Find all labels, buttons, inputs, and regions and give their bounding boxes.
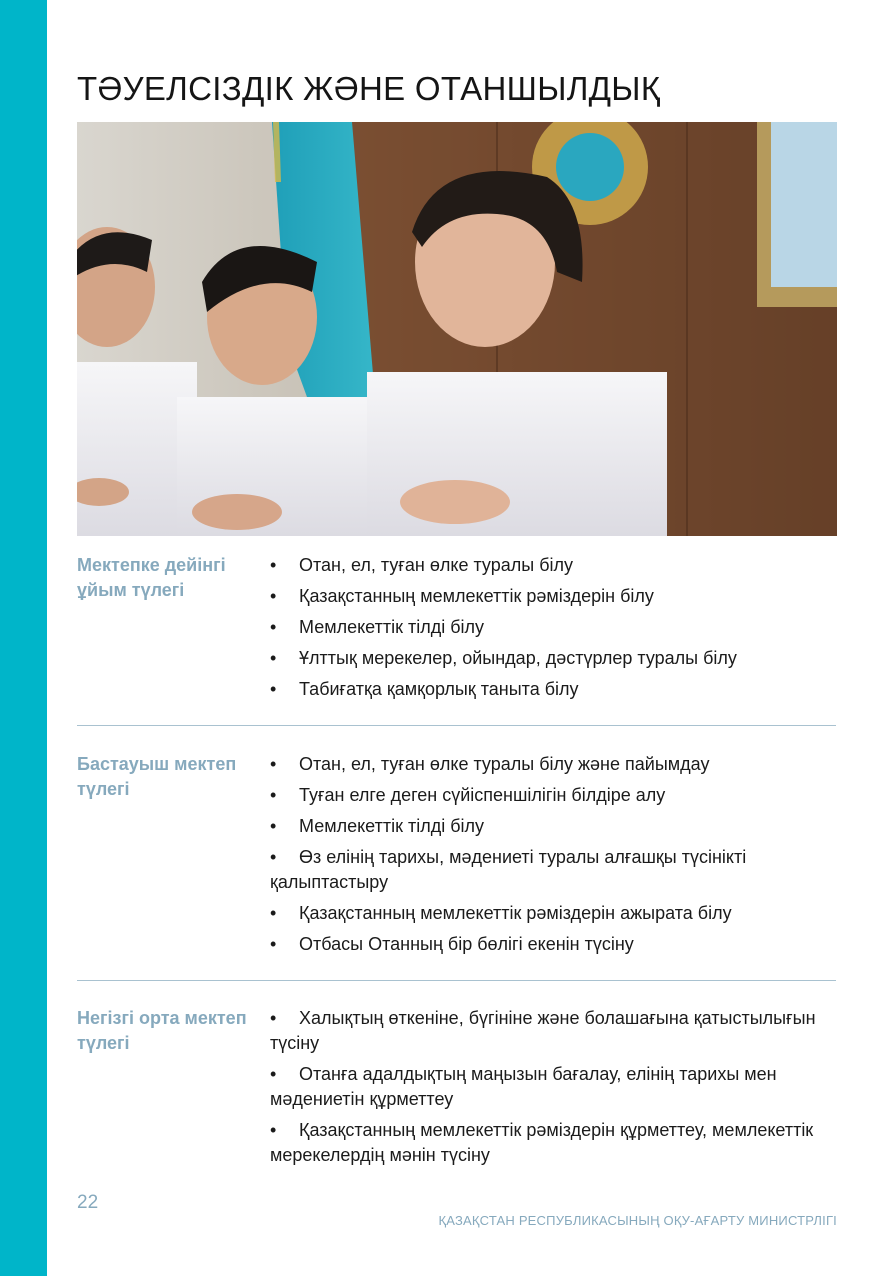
students-anthem-photo (77, 122, 837, 536)
section-divider (77, 980, 836, 981)
list-item: • Қазақстанның мемлекеттік рәміздерін ажырата білу (270, 903, 732, 923)
list-item: • Қазақстанның мемлекеттік рәміздерін құрметтеу, мемлекеттік мерекелердің мәнін түсіну (270, 1120, 814, 1165)
footer-ministry: ҚАЗАҚСТАН РЕСПУБЛИКАСЫНЫҢ ОҚУ-АҒАРТУ МИНИСТРЛІГІ (438, 1213, 837, 1228)
bullet-list-basic-secondary (270, 1006, 837, 1174)
section-label-basic-secondary: Негізгі орта мектеп түлегі (77, 1008, 247, 1053)
section-label-preschool: Мектепке дейінгі ұйым түлегі (77, 555, 226, 600)
bullet-list-primary (270, 752, 837, 963)
list-item: • Өз елінің тарихы, мәдениеті туралы алғашқы түсінікті қалыптастыру (270, 847, 747, 892)
list-item: • Туған елге деген сүйіспеншілігін білдіре алу (270, 785, 666, 805)
page-number: 22 (77, 1192, 99, 1213)
section-label-primary: Бастауыш мектеп түлегі (77, 754, 237, 799)
list-item: • Отанға адалдықтың маңызын бағалау, елінің тарихы мен мәдениетін құрметтеу (270, 1064, 777, 1109)
list-item: • Мемлекеттік тілді білу (270, 617, 485, 637)
page-title: ТӘУЕЛСІЗДІК ЖӘНЕ ОТАНШЫЛДЫҚ (77, 70, 661, 107)
list-item: • Отбасы Отанның бір бөлігі екенін түсіну (270, 934, 634, 954)
list-item: • Ұлттық мерекелер, ойындар, дәстүрлер туралы білу (270, 648, 737, 668)
side-accent-stripe (0, 0, 47, 1276)
list-item: • Отан, ел, туған өлке туралы білу (270, 555, 573, 575)
list-item: • Қазақстанның мемлекеттік рәміздерін білу (270, 586, 654, 606)
list-item: • Отан, ел, туған өлке туралы білу және пайымдау (270, 754, 710, 774)
list-item: • Халықтың өткеніне, бүгініне және болашағына қатыстылығын түсіну (270, 1008, 816, 1053)
bullet-list-preschool (270, 553, 837, 708)
list-item: • Мемлекеттік тілді білу (270, 816, 485, 836)
section-divider (77, 725, 836, 726)
list-item: • Табиғатқа қамқорлық таныта білу (270, 679, 579, 699)
